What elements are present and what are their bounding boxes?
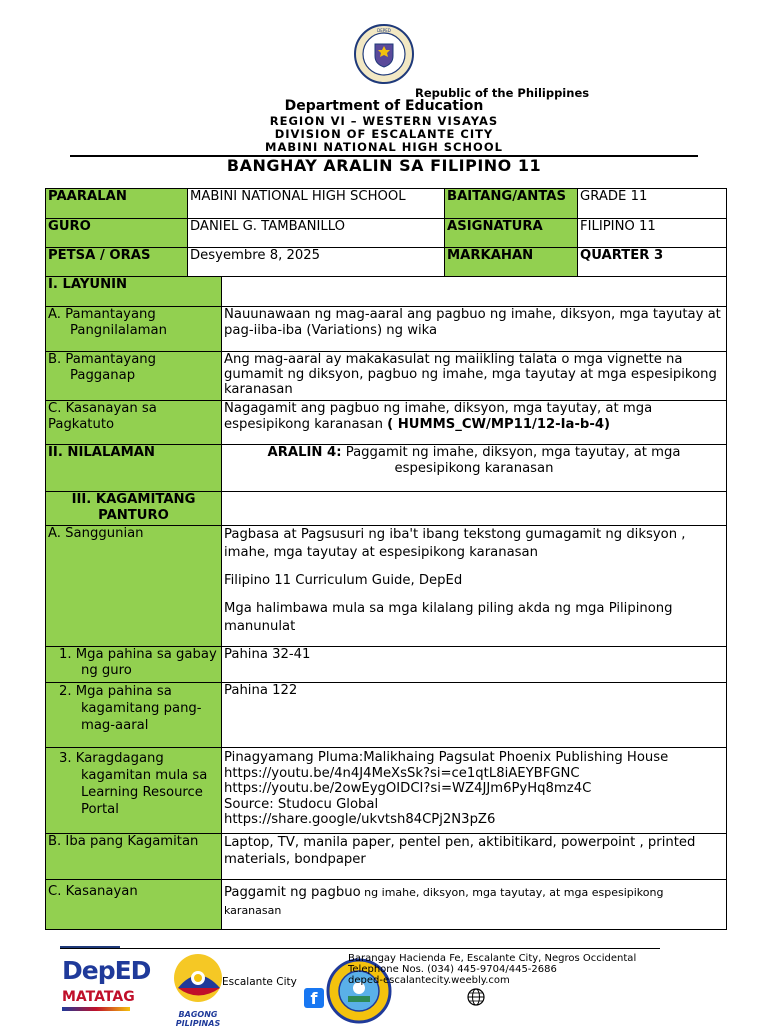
kagamitang-value: Pahina 122 (222, 683, 727, 748)
pangnilalaman-row (46, 307, 727, 352)
kasanayan-c-label: C. Kasanayan (46, 880, 222, 930)
pangnilalaman-label: A. Pamantayang Pangnilalaman (48, 307, 167, 338)
layunin-row (46, 277, 727, 307)
petsa-label: PETSA / ORAS (46, 248, 188, 277)
layunin-heading: I. LAYUNIN (46, 277, 222, 307)
matatag-strip (62, 1007, 130, 1011)
division-line: DIVISION OF ESCALANTE CITY (274, 127, 494, 141)
share-google-link[interactable]: https://share.google/ukvtsh84CPj2N3pZ6 (224, 812, 496, 827)
info-row-paaralan (46, 189, 727, 219)
paaralan-value: MABINI NATIONAL HIGH SCHOOL (188, 189, 445, 219)
youtube-link-1[interactable]: https://youtu.be/4n4J4MeXsSk?si=ce1qtL8iAEYBFGNC (224, 765, 580, 781)
kasanayan-text: Nagagamit ang pagbuo ng imahe, diksyon, mga tayutay, at mga espesipikong karanasan (224, 401, 653, 432)
republic-line: Republic of the Philippines (415, 86, 590, 100)
iba-pang-row (46, 834, 727, 880)
sanggunian-label: A. Sanggunian (48, 526, 144, 541)
kagamitang-row (46, 683, 727, 748)
kagamitan-heading: III. KAGAMITANG PANTURO (46, 492, 222, 526)
lesson-plan-table (45, 188, 727, 930)
footer-website[interactable]: deped-escalantecity.weebly.com (348, 975, 510, 986)
petsa-value: Desyembre 8, 2025 (188, 248, 445, 277)
asignatura-label: ASIGNATURA (445, 219, 578, 248)
kasanayan-c-small: ng imahe, diksyon, mga tayutay, at mga espesipikong karanasan (224, 886, 664, 917)
kasanayan-c-text: Paggamit ng pagbuo (224, 885, 361, 900)
escalante-city-label: Escalante City (222, 976, 297, 988)
facebook-icon[interactable]: f (304, 988, 324, 1008)
matatag-wordmark: MATATAG (62, 989, 135, 1005)
deped-matatag-logo (62, 956, 151, 1018)
aralin-text: Paggamit ng imahe, diksyon, mga tayutay, at mga espesipikong karanasan (341, 445, 681, 476)
nilalaman-heading: II. NILALAMAN (46, 445, 222, 492)
guro-label: GURO (46, 219, 188, 248)
paaralan-label: PAARALAN (46, 189, 188, 219)
pluma-source: Pinagyamang Pluma:Malikhaing Pagsulat Phoenix Publishing House (224, 750, 669, 765)
guro-value: DANIEL G. TAMBANILLO (188, 219, 445, 248)
pagganap-label: B. Pamantayang Pagganap (48, 352, 157, 383)
kagamitang-label: 2. Mga pahina sa kagamitang pang-mag-aaral (59, 684, 202, 733)
gabay-row (46, 647, 727, 683)
footer-phone: Telephone Nos. (034) 445-9704/445-2686 (348, 964, 557, 975)
sanggunian-p1: Pagbasa at Pagsusuri ng iba't ibang tekstong gumagamit ng diksyon , imahe, mga tayutay at espesipikong karanasan (224, 527, 686, 560)
baitang-value: GRADE 11 (578, 189, 727, 219)
baitang-label: BAITANG/ANTAS (445, 189, 578, 219)
school-line: MABINI NATIONAL HIGH SCHOOL (265, 140, 503, 154)
kasanayan-c-row (46, 880, 727, 930)
iba-pang-label: B. Iba pang Kagamitan (46, 834, 222, 880)
studocu-source: Source: Studocu Global (224, 796, 379, 812)
kagamitan-row (46, 492, 727, 526)
asignatura-value: FILIPINO 11 (578, 219, 727, 248)
department-name: Department of Education (284, 98, 484, 114)
info-row-petsa (46, 248, 727, 277)
sanggunian-p3: Mga halimbawa mula sa mga kilalang piling akda ng mga Pilipinong manunulat (224, 601, 673, 634)
deped-wordmark: DepED (62, 956, 151, 985)
pagganap-row (46, 352, 727, 401)
document-title: BANGHAY ARALIN SA FILIPINO 11 (226, 156, 542, 175)
region-line: REGION VI – WESTERN VISAYAS (269, 114, 499, 128)
markahan-value: QUARTER 3 (578, 248, 727, 277)
deped-seal-logo (349, 24, 419, 84)
gabay-value: Pahina 32-41 (222, 647, 727, 683)
pagganap-text: Ang mag-aaral ay makakasulat ng maiikling talata o mga vignette na gumamit ng diksyon, pagbuo ng imahe, mga tayutay at mga espesipikong karanasan (222, 352, 727, 401)
pangnilalaman-text: Nauunawaan ng mag-aaral ang pagbuo ng imahe, diksyon, mga tayutay at pag-iiba-iba (Variations) ng wika (222, 307, 727, 352)
kasanayan-label: C. Kasanayan sa Pagkatuto (46, 401, 222, 445)
kagamitan-empty (222, 492, 727, 526)
kasanayan-code: ( HUMMS_CW/MP11/12-Ia-b-4) (387, 417, 611, 432)
layunin-empty (222, 277, 727, 307)
globe-icon[interactable] (467, 988, 485, 1006)
footer-divider (60, 948, 660, 949)
nilalaman-row (46, 445, 727, 492)
bagong-pilipinas-text: BAGONG PILIPINAS (175, 1010, 221, 1028)
sanggunian-p2: Filipino 11 Curriculum Guide, DepEd (224, 573, 463, 588)
info-row-guro (46, 219, 727, 248)
kasanayan-row (46, 401, 727, 445)
karagdagang-label: 3. Karagdagang kagamitan mula sa Learning Resource Portal (59, 751, 208, 817)
karagdagang-row (46, 748, 727, 834)
sanggunian-row (46, 526, 727, 647)
svg-text:DEPED: DEPED (377, 28, 391, 33)
footer-address: Barangay Hacienda Fe, Escalante City, Negros Occidental (348, 953, 637, 964)
gabay-label: 1. Mga pahina sa gabay ng guro (59, 647, 217, 678)
aralin-label: ARALIN 4: (267, 445, 342, 460)
iba-pang-text: Laptop, TV, manila paper, pentel pen, aktibitikard, powerpoint , printed materials, bondpaper (222, 834, 727, 880)
youtube-link-2[interactable]: https://youtu.be/2owEygOIDCI?si=WZ4JJm6PyHq8mz4C (224, 781, 592, 796)
markahan-label: MARKAHAN (445, 248, 578, 277)
